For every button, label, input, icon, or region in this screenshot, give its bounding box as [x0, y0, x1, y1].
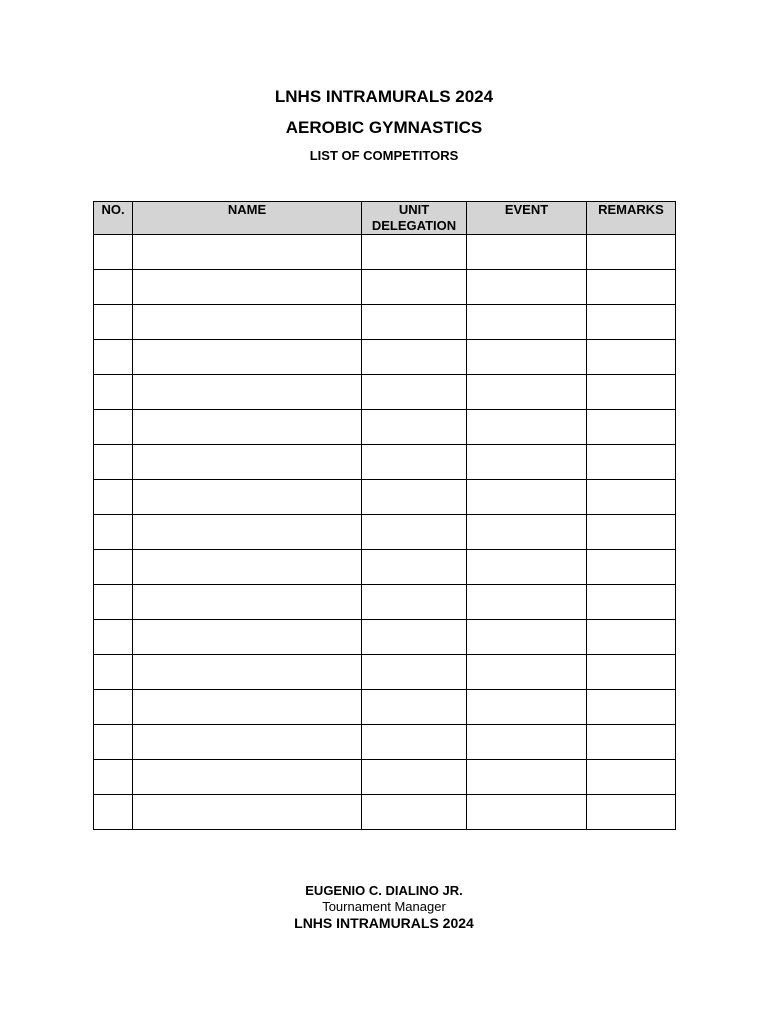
table-cell-no — [94, 515, 133, 550]
table-cell-event — [467, 760, 587, 795]
table-row — [94, 760, 676, 795]
table-cell-name — [133, 445, 362, 480]
table-header-row — [94, 202, 676, 235]
table-cell-unit-delegation — [362, 515, 467, 550]
table-cell-remarks — [587, 795, 676, 830]
signatory-organization: LNHS INTRAMURALS 2024 — [294, 915, 474, 931]
table-cell-event — [467, 480, 587, 515]
document-subtitle: LIST OF COMPETITORS — [309, 148, 459, 163]
table-row — [94, 585, 676, 620]
table-cell-remarks — [587, 725, 676, 760]
table-row — [94, 270, 676, 305]
table-cell-unit-delegation — [362, 655, 467, 690]
table-body — [94, 235, 676, 830]
table-cell-unit-delegation — [362, 760, 467, 795]
table-cell-event — [467, 340, 587, 375]
table-cell-event — [467, 270, 587, 305]
table-cell-name — [133, 410, 362, 445]
signature-block — [0, 882, 768, 932]
table-cell-name — [133, 655, 362, 690]
competitors-table — [93, 201, 676, 830]
table-cell-no — [94, 655, 133, 690]
table-cell-name — [133, 235, 362, 270]
table-row — [94, 690, 676, 725]
table-row — [94, 550, 676, 585]
table-cell-name — [133, 515, 362, 550]
table-cell-event — [467, 515, 587, 550]
table-row — [94, 795, 676, 830]
table-cell-no — [94, 795, 133, 830]
table-cell-event — [467, 235, 587, 270]
table-cell-name — [133, 725, 362, 760]
table-row — [94, 305, 676, 340]
table-row — [94, 725, 676, 760]
table-cell-no — [94, 480, 133, 515]
table-cell-unit-delegation — [362, 410, 467, 445]
table-cell-event — [467, 445, 587, 480]
table-cell-no — [94, 445, 133, 480]
table-cell-remarks — [587, 305, 676, 340]
table-cell-no — [94, 690, 133, 725]
table-cell-name — [133, 550, 362, 585]
table-cell-event — [467, 550, 587, 585]
table-cell-unit-delegation — [362, 620, 467, 655]
table-cell-remarks — [587, 235, 676, 270]
table-cell-remarks — [587, 655, 676, 690]
table-cell-no — [94, 375, 133, 410]
table-row — [94, 340, 676, 375]
table-cell-no — [94, 235, 133, 270]
table-cell-unit-delegation — [362, 480, 467, 515]
table-cell-name — [133, 270, 362, 305]
table-cell-no — [94, 305, 133, 340]
table-cell-name — [133, 375, 362, 410]
table-cell-event — [467, 410, 587, 445]
table-cell-event — [467, 690, 587, 725]
table-cell-name — [133, 795, 362, 830]
table-cell-no — [94, 340, 133, 375]
table-cell-unit-delegation — [362, 690, 467, 725]
table-cell-unit-delegation — [362, 305, 467, 340]
table-cell-remarks — [587, 340, 676, 375]
table-cell-name — [133, 305, 362, 340]
table-cell-unit-delegation — [362, 445, 467, 480]
table-cell-remarks — [587, 445, 676, 480]
table-row — [94, 480, 676, 515]
table-cell-name — [133, 480, 362, 515]
table-cell-event — [467, 375, 587, 410]
table-cell-remarks — [587, 375, 676, 410]
table-row — [94, 515, 676, 550]
table-cell-remarks — [587, 550, 676, 585]
table-row — [94, 655, 676, 690]
table-cell-unit-delegation — [362, 795, 467, 830]
document-title: LNHS INTRAMURALS 2024 — [274, 87, 494, 106]
table-row — [94, 445, 676, 480]
table-cell-unit-delegation — [362, 235, 467, 270]
signatory-role: Tournament Manager — [322, 899, 446, 914]
table-cell-remarks — [587, 690, 676, 725]
table-cell-remarks — [587, 760, 676, 795]
table-cell-no — [94, 725, 133, 760]
table-cell-unit-delegation — [362, 585, 467, 620]
table-cell-no — [94, 620, 133, 655]
column-header-no: NO. — [94, 202, 133, 235]
table-cell-unit-delegation — [362, 550, 467, 585]
column-header-remarks: REMARKS — [587, 202, 676, 235]
table-cell-name — [133, 585, 362, 620]
signatory-name: EUGENIO C. DIALINO JR. — [305, 883, 463, 898]
table-cell-unit-delegation — [362, 340, 467, 375]
column-header-name: NAME — [133, 202, 362, 235]
table-cell-unit-delegation — [362, 270, 467, 305]
table-cell-event — [467, 795, 587, 830]
table-cell-name — [133, 690, 362, 725]
table-cell-unit-delegation — [362, 375, 467, 410]
table-row — [94, 375, 676, 410]
table-cell-no — [94, 760, 133, 795]
table-cell-event — [467, 585, 587, 620]
table-cell-no — [94, 550, 133, 585]
table-cell-event — [467, 655, 587, 690]
table-cell-name — [133, 620, 362, 655]
table-cell-no — [94, 585, 133, 620]
table-cell-name — [133, 760, 362, 795]
table-row — [94, 620, 676, 655]
table-cell-remarks — [587, 410, 676, 445]
table-cell-no — [94, 270, 133, 305]
table-row — [94, 410, 676, 445]
table-cell-remarks — [587, 270, 676, 305]
event-title: AEROBIC GYMNASTICS — [285, 118, 483, 137]
table-cell-event — [467, 305, 587, 340]
table-row — [94, 235, 676, 270]
column-header-event: EVENT — [467, 202, 587, 235]
column-header-unit-delegation-label: UNIT DELEGATION — [371, 202, 457, 233]
table-cell-remarks — [587, 515, 676, 550]
table-cell-name — [133, 340, 362, 375]
table-cell-no — [94, 410, 133, 445]
table-cell-remarks — [587, 585, 676, 620]
table-cell-remarks — [587, 620, 676, 655]
column-header-unit-delegation — [362, 202, 467, 235]
table-cell-remarks — [587, 480, 676, 515]
table-cell-event — [467, 725, 587, 760]
table-cell-unit-delegation — [362, 725, 467, 760]
table-cell-event — [467, 620, 587, 655]
